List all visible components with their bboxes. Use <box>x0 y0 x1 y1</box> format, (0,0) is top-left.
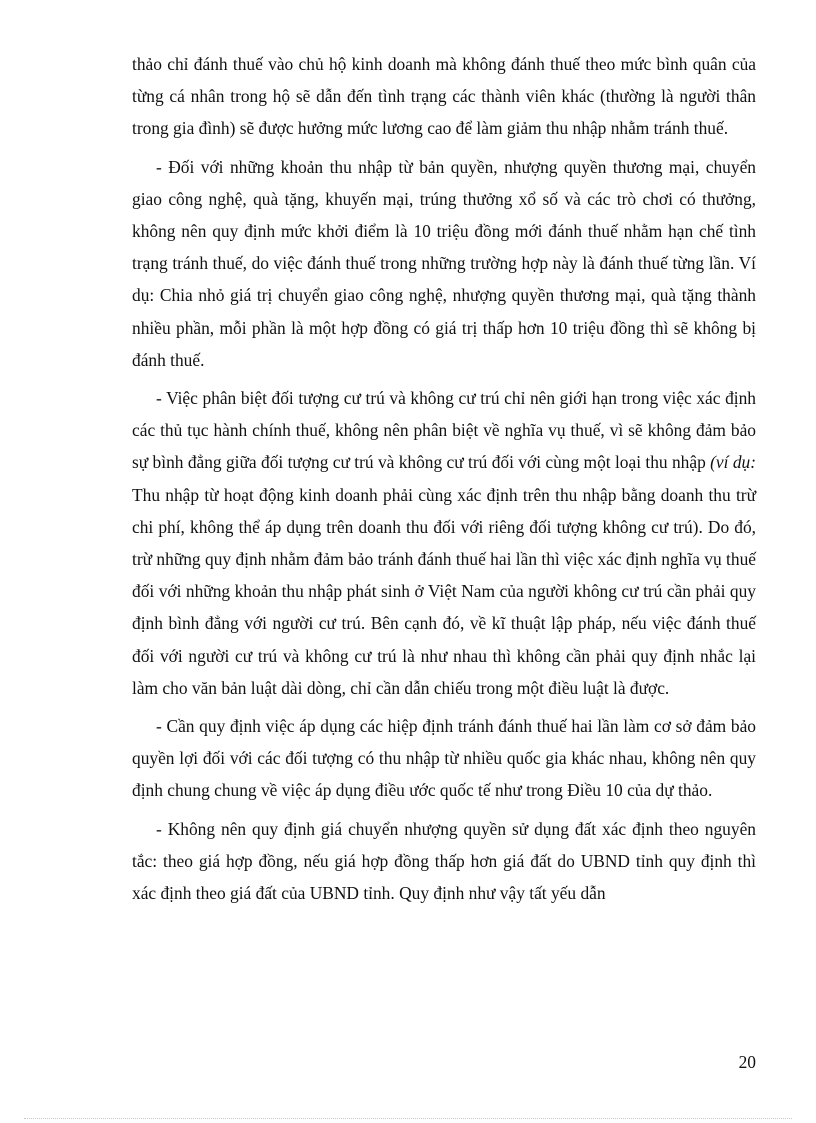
paragraph-residency <box>132 382 756 704</box>
paragraph-residency-example-label: (ví dụ: <box>710 452 757 473</box>
paragraph-residency-text-before: - Việc phân biệt đối tượng cư trú và không cư trú chỉ nên giới hạn trong việc xác định các thủ tục hành chính thuế, không nên phân biệt về nghĩa vụ thuế, vì sẽ không đảm bảo sự bình đẳng giữa đối tượng cư trú và không cư trú đối với cùng một loại thu nhập <box>132 388 756 473</box>
document-body <box>132 48 756 915</box>
page-number: 20 <box>738 1052 756 1072</box>
paragraph-tax-treaties: - Cần quy định việc áp dụng các hiệp định tránh đánh thuế hai lần làm cơ sở đảm bảo quyền lợi đối với các đối tượng có thu nhập từ nhiều quốc gia khác nhau, không nên quy định chung chung về việc áp dụng điều ước quốc tế như trong Điều 10 của dự thảo. <box>132 716 756 801</box>
paragraph-continuation: thảo chỉ đánh thuế vào chủ hộ kinh doanh mà không đánh thuế theo mức bình quân của từng cá nhân trong hộ sẽ dẫn đến tình trạng các thành viên khác (thường là người thân trong gia đình) sẽ được hưởng mức lương cao để làm giảm thu nhập nhằm tránh thuế. <box>132 54 756 139</box>
paragraph-residency-text-after: Thu nhập từ hoạt động kinh doanh phải cùng xác định trên thu nhập bằng doanh thu trừ chi phí, không thể áp dụng trên doanh thu đối với riêng đối tượng không cư trú). Do đó, trừ những quy định nhằm đảm bảo tránh đánh thuế hai lần thì việc xác định nghĩa vụ thuế đối với những khoản thu nhập phát sinh ở Việt Nam của người không cư trú cần phải quy định bình đẳng với người cư trú. Bên cạnh đó, về kĩ thuật lập pháp, nếu việc đánh thuế đối với người cư trú và không cư trú là như nhau thì không cần phải quy định nhắc lại làm cho văn bản luật dài dòng, chỉ cần dẫn chiếu trong một điều luật là được. <box>132 484 756 698</box>
paragraph-land-transfer: - Không nên quy định giá chuyển nhượng quyền sử dụng đất xác định theo nguyên tắc: theo giá hợp đồng, nếu giá hợp đồng thấp hơn giá đất do UBND tỉnh quy định thì xác định theo giá đất của UBND tỉnh. Quy định như vậy tất yếu dẫn <box>132 818 756 904</box>
paragraph-royalties: - Đối với những khoản thu nhập từ bản quyền, nhượng quyền thương mại, chuyển giao công nghệ, quà tặng, khuyến mại, trúng thưởng xổ số và các trò chơi có thưởng, không nên quy định mức khởi điểm là 10 triệu đồng mới đánh thuế nhằm hạn chế tình trạng tránh thuế, do việc đánh thuế trong những trường hợp này là đánh thuế từng lần. Ví dụ: Chia nhỏ giá trị chuyển giao công nghệ, nhượng quyền thương mại, quà tặng thành nhiều phần, mỗi phần là một hợp đồng có giá trị thấp hơn 10 triệu đồng thì sẽ không bị đánh thuế. <box>132 156 756 370</box>
footer-divider <box>24 1118 792 1119</box>
